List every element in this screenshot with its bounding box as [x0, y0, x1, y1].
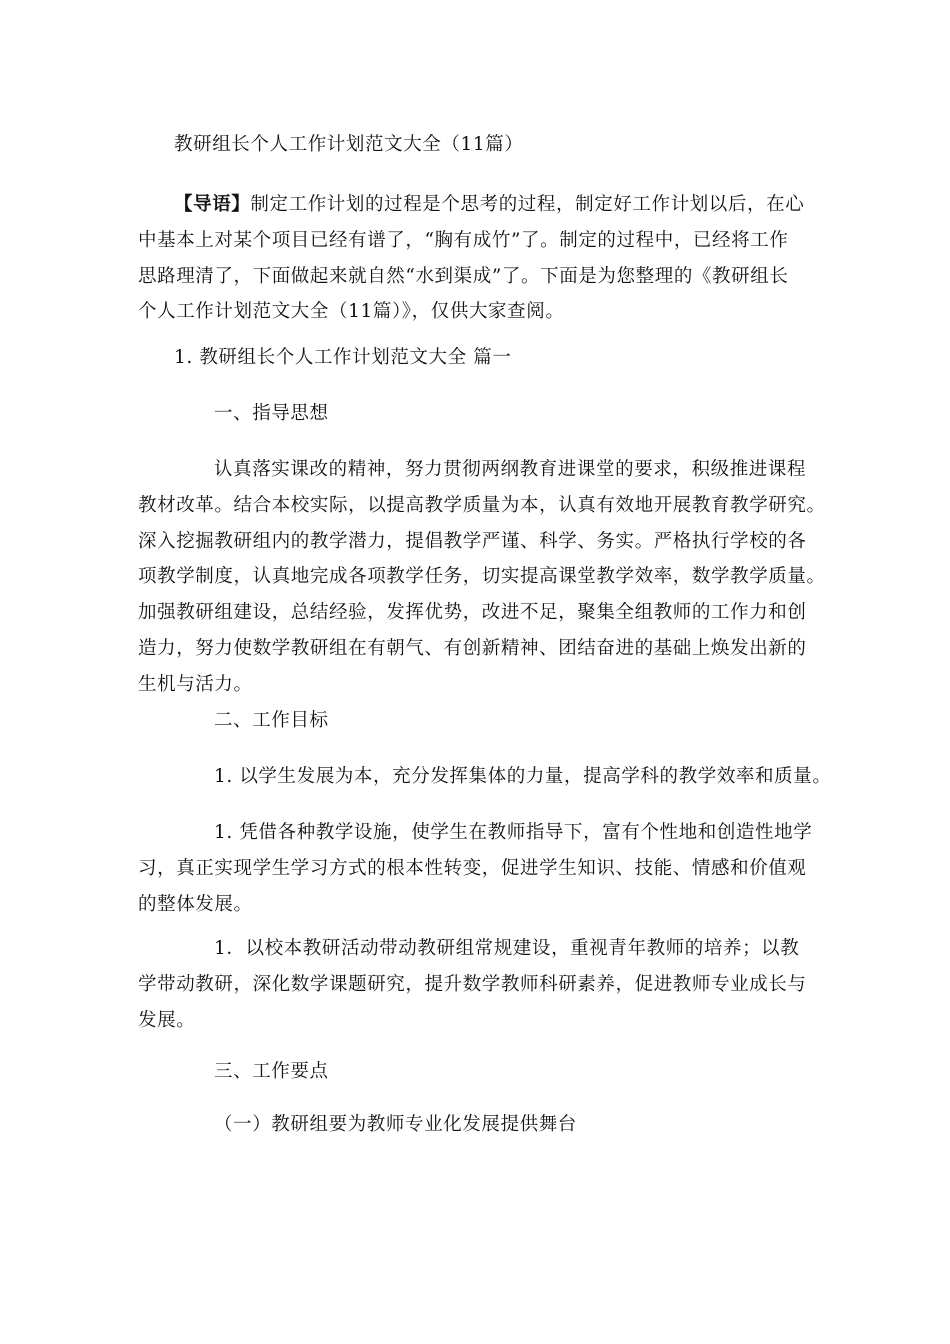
heading-guiding-ideology: 一、指导思想	[214, 403, 329, 424]
intro-line: 中基本上对某个项目已经有谱了，“胸有成竹”了。制定的过程中，已经将工作	[138, 229, 789, 251]
goal-line: 1. 凭借各种教学设施，使学生在教师指导下，富有个性地和创造性地学	[214, 822, 813, 843]
intro-line: 个人工作计划范文大全（11篇）》，仅供大家查阅。	[138, 301, 565, 323]
goal-line: 学带动教研，深化数学课题研究，提升数学教师科研素养，促进教师专业成长与	[138, 973, 807, 995]
goal-paragraph	[138, 931, 818, 1038]
heading-work-points: 三、工作要点	[214, 1061, 329, 1082]
intro-line	[138, 187, 813, 223]
intro-line: 思路理清了，下面做起来就自然“水到渠成”了。下面是为您整理的《教研组长	[138, 265, 789, 287]
document-title: 教研组长个人工作计划范文大全（11篇）	[174, 134, 524, 155]
guiding-line: 造力，努力使数学教研组在有朝气、有创新精神、团结奋进的基础上焕发出新的	[138, 637, 807, 659]
heading-work-goals: 二、工作目标	[214, 710, 329, 731]
point-item: （一）教研组要为教师专业化发展提供舞台	[214, 1114, 577, 1135]
guiding-paragraph	[138, 452, 826, 703]
intro-text: 制定工作计划的过程是个思考的过程，制定好工作计划以后，在心	[250, 194, 805, 215]
intro-label: 【导语】	[174, 194, 251, 215]
goal-line: 的整体发展。	[138, 893, 253, 915]
goal-line: 发展。	[138, 1009, 196, 1031]
intro-paragraph	[138, 187, 813, 330]
goal-line: 1．以校本教研活动带动教研组常规建设，重视青年教师的培养；以教	[214, 938, 800, 959]
section-heading: 1. 教研组长个人工作计划范文大全 篇一	[174, 347, 512, 368]
goal-line: 习，真正实现学生学习方式的根本性转变，促进学生知识、技能、情感和价值观	[138, 857, 807, 879]
goal-paragraph	[138, 815, 818, 922]
guiding-line: 教材改革。结合本校实际，以提高教学质量为本，认真有效地开展教育教学研究。	[138, 494, 826, 516]
guiding-line: 深入挖掘教研组内的教学潜力，提倡教学严谨、科学、务实。严格执行学校的各	[138, 530, 807, 552]
guiding-line: 认真落实课改的精神，努力贯彻两纲教育进课堂的要求，积级推进课程	[214, 459, 807, 480]
guiding-line: 加强教研组建设，总结经验，发挥优势，改进不足，聚集全组教师的工作力和创	[138, 602, 807, 624]
guiding-line: 项教学制度，认真地完成各项教学任务，切实提高课堂教学效率，数学教学质量。	[138, 566, 826, 588]
goal-item: 1. 以学生发展为本，充分发挥集体的力量，提高学科的教学效率和质量。	[214, 766, 832, 787]
guiding-line: 生机与活力。	[138, 673, 253, 695]
